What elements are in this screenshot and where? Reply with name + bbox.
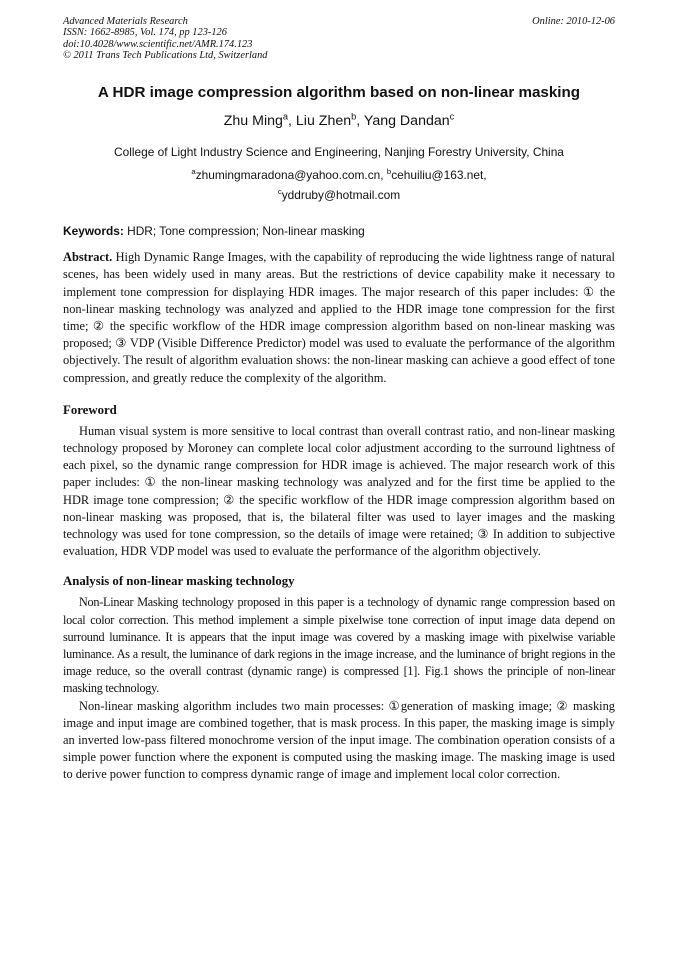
section-heading-analysis: Analysis of non-linear masking technology [63, 574, 295, 589]
author-separator: , [356, 113, 364, 130]
online-date: Online: 2010-12-06 [532, 16, 615, 27]
email-line [63, 185, 615, 205]
keywords-text: HDR; Tone compression; Non-linear masking [123, 224, 365, 239]
issn-line: ISSN: 1662-8985, Vol. 174, pp 123-126 [63, 27, 227, 39]
author-affil-mark: a [282, 111, 289, 122]
author-list [63, 113, 615, 130]
analysis-paragraph-1: Non-Linear Masking technology proposed in this paper is a technology of dynamic range compression based on local color correction. This method implement a simple pixelwise tone correction of input image data depend on surround luminance. It is appears that the input image was covered by a masking image with pixelwise variable luminance. As a result, the luminance of dark regions in the image increase, and the luminance of bright regions in the image reduce, so the overall contrast (dynamic range) is compressed [1]. Fig.1 shows the principle of non-linear masking technology. [63, 595, 615, 696]
abstract [63, 249, 615, 387]
affiliation: College of Light Industry Science and Engineering, Nanjing Forestry University, China [114, 145, 564, 160]
author-separator: , [288, 113, 296, 130]
author-affil-mark: c [449, 111, 455, 122]
author-name: Liu Zhen [295, 113, 352, 130]
abstract-label: Abstract. [63, 250, 113, 265]
abstract-text: High Dynamic Range Images, with the capability of reproducing the wide lightness range of natural scenes, has been widely used in many areas. But the restrictions of device capability make it necessary to implement tone compression for displaying HDR images. The major research of this paper includes: ① the non-linear masking technology was analyzed and applied to the HDR image tone compression for the first time; ② the specific workflow of the HDR image compression algorithm based on non-linear masking was proposed; ③ VDP (Visible Difference Predictor) model was used to evaluate the performance of the algorithm objectively. The result of algorithm evaluation shows: the non-linear masking can achieve a good effect of tone compression, and greatly reduce the complexity of the algorithm. [63, 250, 615, 385]
journal-name: Advanced Materials Research [63, 16, 188, 27]
email-mark: a [191, 167, 196, 177]
doi-line: doi:10.4028/www.scientific.net/AMR.174.123 [63, 38, 253, 50]
copyright-line: © 2011 Trans Tech Publications Ltd, Switzerland [63, 49, 268, 61]
journal-header [63, 16, 615, 61]
keywords [63, 224, 615, 238]
email-mark: b [386, 167, 392, 177]
author-name: Zhu Ming [223, 113, 283, 130]
foreword-paragraph: Human visual system is more sensitive to local contrast than overall contrast ratio, and non-linear masking technology proposed by Moroney can complete local color adjustment according to the surround lightness of each pixel, so the dynamic range compression for HDR image is achieved. The major research work of this paper includes: ① the non-linear masking technology was analyzed and for the first time be applied to the HDR image tone compression; ② the specific workflow of the HDR image compression algorithm based on non-linear masking was proposed, that is, the bilateral filter was used to layer images and the masking technology was used for tone compression, so the details of image were retained; ③ In addition to subjective evaluation, HDR VDP model was used to evaluate the performance of the algorithm objectively. [63, 423, 615, 559]
analysis-paragraph-2: Non-linear masking algorithm includes two main processes: ①generation of masking image; ② masking image and input image are combined together, that is mask process. In this paper, the masking image is simply an inverted low-pass filtered monochrome version of the input image. The combination operation consists of a simple power function where the exponent is computed using the masking image. The masking image is used to derive power function to compress dynamic range of image and implement local color correction. [63, 698, 615, 782]
keywords-label: Keywords: [63, 224, 124, 239]
email-mark: c [277, 187, 282, 197]
section-heading-foreword: Foreword [63, 402, 117, 417]
author-affil-mark: b [351, 111, 357, 122]
email-c: yddruby@hotmail.com [281, 188, 401, 203]
author-name: Yang Dandan [363, 113, 450, 130]
email-line [63, 165, 615, 185]
email-b: cehuiliu@163.net, [391, 168, 487, 183]
email-a: zhumingmaradona@yahoo.com.cn, [195, 168, 387, 183]
author-emails [63, 165, 615, 205]
paper-title: A HDR image compression algorithm based on non-linear masking [97, 84, 581, 102]
